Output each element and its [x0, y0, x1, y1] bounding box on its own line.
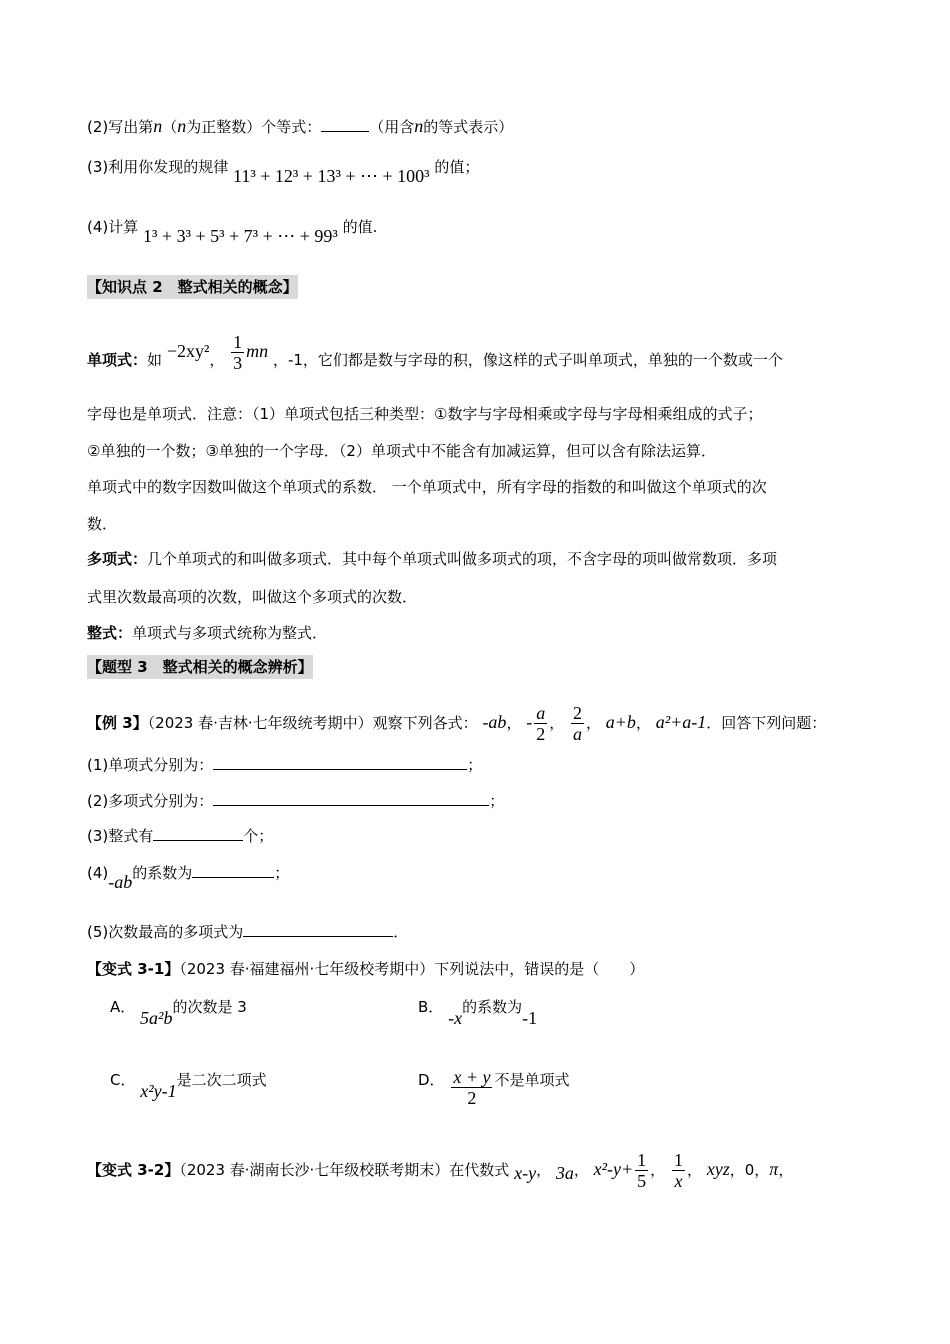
- monomial-line-5: 数．: [87, 515, 118, 533]
- question-3: (3)利用你发现的规律 11³ + 12³ + 13³ + ⋯ + 100³ 的值；: [87, 158, 480, 186]
- polynomial-definition: 多项式：几个单项式的和叫做多项式．其中每个单项式叫做多项式的项，不含字母的项叫做常数项．多项: [87, 550, 778, 568]
- question-type-heading: 【题型 3 整式相关的概念辨析】: [87, 655, 313, 679]
- variant-3-2-stem: 【变式 3-2】（2023 春·湖南长沙·七年级校联考期末）在代数式 x-y， 3a， x²-y+ $\frac{1}{5}$ ， $\frac{1}{x}$ ， xyz，0，π，: [87, 1150, 794, 1191]
- option-a[interactable]: A． 5a²b的次数是 3: [110, 998, 247, 1028]
- answer-blank[interactable]: [213, 791, 489, 806]
- option-c[interactable]: C． x²y-1是二次二项式: [110, 1071, 267, 1101]
- example-3-stem: 【例 3】（2023 春·吉林·七年级统考期中）观察下列各式： -ab， - $\frac{a}{2}$ ， $\frac{2}{a}$ ， a+b， a²+a-1．回答下列问题：: [87, 703, 827, 744]
- answer-blank[interactable]: [213, 755, 467, 770]
- odd-cubes-expr: 1³ + 3³ + 5³ + 7³ + ⋯ + 99³: [143, 226, 338, 246]
- example-3-q3: (3)整式有 个；: [87, 827, 274, 845]
- monomial-line-3: ②单独的一个数；③单独的一个字母．（2）单项式中不能含有加减运算，但可以含有除法运算．: [87, 442, 716, 460]
- polynomial-line-2: 式里次数最高项的次数，叫做这个多项式的次数．: [87, 588, 418, 606]
- answer-blank[interactable]: [321, 117, 369, 132]
- variant-3-1-stem: 【变式 3-1】（2023 春·福建福州·七年级校考期中）下列说法中，错误的是（ ）: [87, 960, 645, 978]
- example-3-q5: (5)次数最高的多项式为 ．: [87, 923, 409, 941]
- example-monomial-1: −2xy²: [166, 341, 210, 361]
- question-2: (2)写出第n（n为正整数）个等式： （用含n的等式表示）: [87, 116, 514, 136]
- sum-cubes-expr: 11³ + 12³ + 13³ + ⋯ + 100³: [233, 166, 430, 186]
- example-3-q2: (2)多项式分别为： ；: [87, 792, 505, 810]
- integral-expression-definition: 整式：单项式与多项式统称为整式．: [87, 624, 328, 642]
- example-3-q4: (4)-ab的系数为 ；: [87, 864, 290, 892]
- monomial-line-4: 单项式中的数字因数叫做这个单项式的系数． 一个单项式中，所有字母的指数的和叫做这个单项式的次: [87, 478, 767, 496]
- example-3-q1: (1)单项式分别为： ；: [87, 756, 483, 774]
- monomial-line-2: 字母也是单项式．注意：（1）单项式包括三种类型：①数字与字母相乘或字母与字母相乘组成的式子；: [87, 405, 763, 423]
- one-third-fraction: $\frac{1}{3}$: [233, 332, 243, 373]
- answer-blank[interactable]: [153, 826, 243, 841]
- answer-blank[interactable]: [192, 863, 274, 878]
- knowledge-point-heading: 【知识点 2 整式相关的概念】: [87, 275, 298, 299]
- question-4: (4)计算 1³ + 3³ + 5³ + 7³ + ⋯ + 99³ 的值.: [87, 218, 378, 246]
- option-b[interactable]: B． -x的系数为-1: [418, 998, 538, 1028]
- monomial-definition: 单项式：如 −2xy²， $\frac{1}{3}$ mn ，-1，它们都是数与字母的积，像这样的式子叫单项式，单独的一个数或一个: [87, 332, 783, 373]
- answer-blank[interactable]: [243, 922, 393, 937]
- option-d[interactable]: D． $\frac{x + y}{2}$ 不是单项式: [418, 1067, 570, 1108]
